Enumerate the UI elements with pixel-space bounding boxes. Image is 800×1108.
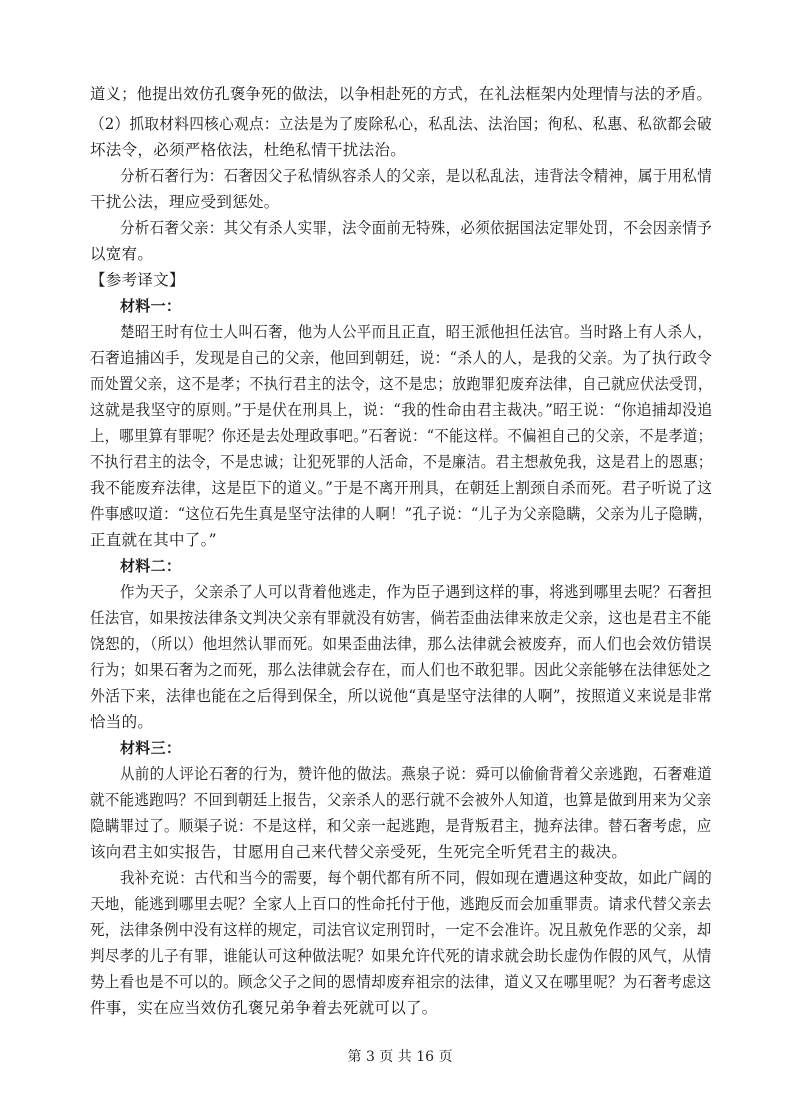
- page-number-footer: 第 3 页 共 16 页: [347, 1049, 453, 1065]
- text-line: 饶恕的，（所以）他坦然认罪而死。如果歪曲法律，那么法律就会被废弃，而人们也会效仿错误: [90, 635, 712, 653]
- answer-line: 道义；他提出效仿孔褒争死的做法，以争相赴死的方式，在礼法框架内处理情与法的矛盾。: [90, 85, 713, 103]
- answer-father-line: 分析石奢父亲：其父有杀人实罪，法令面前无特殊，必须依据国法定罪处罚，不会因亲情予: [120, 219, 713, 237]
- answer-behavior-line: 干扰公法，理应受到惩处。: [90, 193, 280, 211]
- text-line: 势上看也是不可以的。顾念父子之间的恩情却废弃祖宗的法律，道义又在哪里呢？为石奢考虑这: [90, 973, 712, 991]
- text-line: 上，哪里算有罪呢？你还是去处理政事吧。”石奢说：“不能这样。不偏袒自己的父亲，不是孝道；: [90, 427, 713, 445]
- answer-q2-line: （2）抓取材料四核心观点：立法是为了废除私心，私乱法、法治国；徇私、私惠、私欲都会破: [90, 115, 712, 133]
- material-two-title: 材料二：: [120, 557, 182, 575]
- answer-q2-line: 坏法令，必须严格依法，杜绝私情干扰法治。: [90, 141, 407, 159]
- text-line: 我不能废弃法律，这是臣下的道义。”于是不离开刑具，在朝廷上割颈自杀而死。君子听说了这: [90, 479, 713, 497]
- material-three-title: 材料三：: [120, 739, 182, 757]
- text-line: 隐瞒罪过了。顺渠子说：不是这样，和父亲一起逃跑，是背叛君主，抛弃法律。替石奢考虑，应: [90, 817, 712, 835]
- text-line: 判尽孝的儿子有罪，谁能认可这种做法呢？如果允许代死的请求就会助长虚伪作假的风气，从情: [90, 947, 712, 965]
- answer-behavior-line: 分析石奢行为：石奢因父子私情纵容杀人的父亲，是以私乱法，违背法令精神，属于用私情: [120, 167, 713, 185]
- text-line: 从前的人评论石奢的行为，赞许他的做法。燕泉子说：舜可以偷偷背着父亲逃跑，石奢难道: [120, 765, 713, 783]
- text-line: 石奢追捕凶手，发现是自己的父亲，他回到朝廷，说：“杀人的人，是我的父亲。为了执行政令: [90, 349, 713, 367]
- text-line: 件事感叹道：“这位石先生真是坚守法律的人啊！”孔子说：“儿子为父亲隐瞒，父亲为儿子隐瞒，: [90, 505, 713, 523]
- answer-father-line: 以宽宥。: [90, 245, 154, 263]
- text-line: 就不能逃跑吗？不回到朝廷上报告，父亲杀人的恶行就不会被外人知道，也算是做到用来为父亲: [90, 791, 712, 809]
- text-line: 恰当的。: [90, 713, 154, 731]
- text-line: 这就是我坚守的原则。”于是伏在刑具上，说：“我的性命由君主裁决。”昭王说：“你追捕却没追: [90, 401, 713, 419]
- text-line: 正直就在其中了。”: [90, 531, 217, 549]
- text-line: 外活下来，法律也能在之后得到保全，所以说他“真是坚守法律的人啊”，按照道义来说是非常: [90, 687, 713, 705]
- text-line: 我补充说：古代和当今的需要，每个朝代都有所不同，假如现在遭遇这种变故，如此广阔的: [120, 869, 713, 887]
- translation-header: 【参考译文】: [90, 271, 185, 289]
- text-line: 不执行君主的法令，不是忠诚；让犯死罪的人活命，不是廉洁。君主想赦免我，这是君上的恩惠；: [90, 453, 713, 471]
- text-line: 行为；如果石奢为之而死，那么法律就会存在，而人们也不敢犯罪。因此父亲能够在法律惩处之: [90, 661, 712, 679]
- text-line: 该向君主如实报告，甘愿用自己来代替父亲受死，生死完全听凭君主的裁决。: [90, 843, 628, 861]
- text-line: 天地，能逃到哪里去呢？全家人上百口的性命托付于他，逃跑反而会加重罪责。请求代替父亲去: [90, 895, 712, 913]
- material-one-title: 材料一：: [120, 297, 182, 315]
- text-line: 死，法律条例中没有这样的规定，司法官议定刑罚时，一定不会准许。况且赦免作恶的父亲，却: [90, 921, 712, 939]
- text-line: 作为天子，父亲杀了人可以背着他逃走，作为臣子遇到这样的事，将逃到哪里去呢？石奢担: [120, 583, 713, 601]
- text-line: 件事，实在应当效仿孔褒兄弟争着去死就可以了。: [90, 999, 438, 1017]
- text-line: 楚昭王时有位士人叫石奢，他为人公平而且正直，昭王派他担任法官。当时路上有人杀人，: [120, 323, 713, 341]
- text-line: 任法官，如果按法律条文判决父亲有罪就没有妨害，倘若歪曲法律来放走父亲，这也是君主不能: [90, 609, 712, 627]
- text-line: 而处置父亲，这不是孝；不执行君主的法令，这不是忠；放跑罪犯废弃法律，自己就应伏法受罚，: [90, 375, 713, 393]
